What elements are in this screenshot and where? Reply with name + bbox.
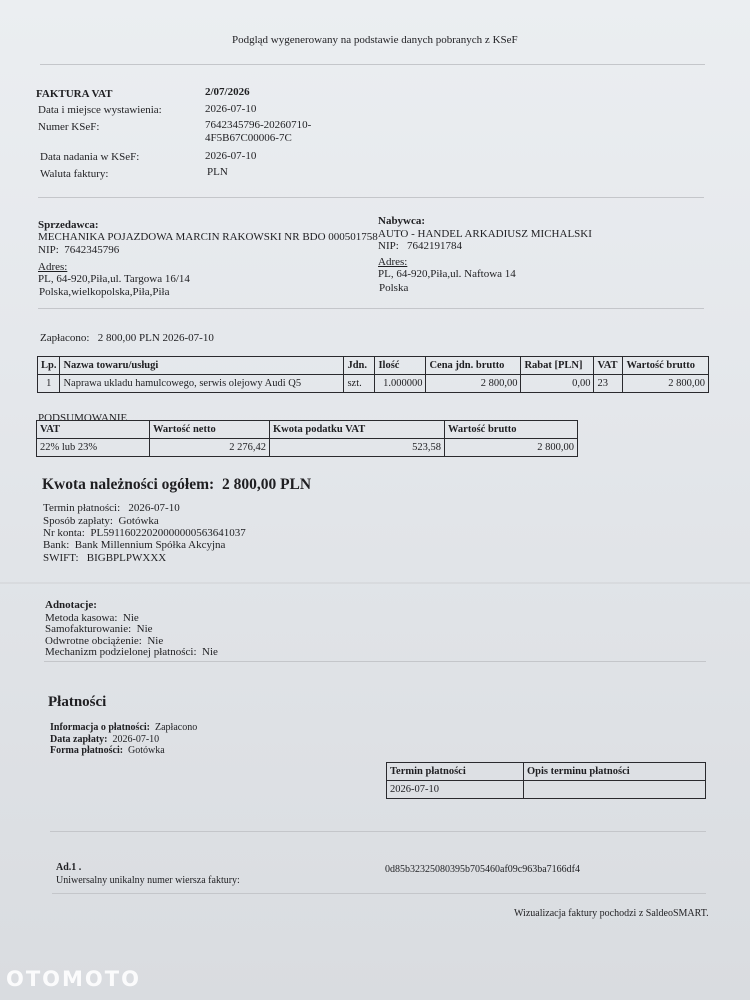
preview-note: Podgląd wygenerowany na podstawie danych pobranych z KSeF [232, 34, 518, 46]
annotations-heading: Adnotacje: [45, 599, 97, 611]
ksef-number-line1: 7642345796-20260710- [205, 119, 312, 131]
ksef-number-line2: 4F5B67C00006-7C [205, 132, 292, 144]
summary-table [36, 420, 578, 457]
buyer-name: AUTO - HANDEL ARKADIUSZ MICHALSKI [378, 228, 592, 240]
buyer-nip: NIP: 7642191784 [378, 240, 463, 252]
cell-term: 2026-07-10 [387, 781, 524, 799]
seller-address-line2: Polska,wielkopolska,Piła,Piła [39, 286, 170, 298]
cell-vat: 23 [594, 375, 623, 393]
col-qty: Ilość [375, 357, 426, 375]
invoice-number: 2/07/2026 [205, 86, 250, 98]
invoice-type: FAKTURA VAT [36, 88, 113, 100]
seller-heading: Sprzedawca: [38, 219, 99, 231]
annotation-cash: Metoda kasowa: Nie [45, 612, 139, 624]
col-term-desc: Opis terminu płatności [524, 763, 706, 781]
cell-term-desc [524, 781, 706, 799]
payment-method: Sposób zapłaty: Gotówka [43, 515, 159, 527]
table-row [37, 439, 578, 457]
swift-code: SWIFT: BIGBPLPWXXX [43, 552, 167, 564]
ksef-date-value: 2026-07-10 [205, 150, 257, 162]
row-uid-label: Uniwersalny unikalny numer wiersza faktury: [56, 875, 240, 886]
payment-term-header-row [387, 763, 706, 781]
issue-date-value: 2026-07-10 [205, 103, 257, 115]
row-uid-value: 0d85b32325080395b705460af09c963ba7166df4 [385, 864, 580, 875]
annotation-split-payment: Mechanizm podzielonej płatności: Nie [45, 646, 218, 658]
items-header-row [38, 357, 709, 375]
divider [38, 308, 704, 309]
col-unit-price: Cena jdn. brutto [426, 357, 521, 375]
col-discount: Rabat [PLN] [521, 357, 594, 375]
payment-info: Informacja o płatności: Zapłacono [50, 722, 198, 733]
summary-header-row [37, 421, 578, 439]
col-name: Nazwa towaru/usługi [60, 357, 344, 375]
cell-unit: szt. [344, 375, 375, 393]
payment-form: Forma płatności: Gotówka [50, 745, 165, 756]
table-row [387, 781, 706, 799]
currency-value: PLN [207, 166, 228, 178]
cell-vat-rate: 22% lub 23% [37, 439, 150, 457]
buyer-address-line1: PL, 64-920,Piła,ul. Naftowa 14 [378, 268, 516, 280]
seller-address-label: Adres: [38, 261, 68, 273]
col-term: Termin płatności [387, 763, 524, 781]
cell-qty: 1.000000 [375, 375, 426, 393]
seller-address-line1: PL, 64-920,Piła,ul. Targowa 16/14 [38, 273, 190, 285]
divider [40, 64, 705, 65]
currency-label: Waluta faktury: [40, 168, 109, 180]
annotation-reverse-charge: Odwrotne obciążenie: Nie [45, 635, 164, 647]
footer-note: Wizualizacja faktury pochodzi z SaldeoSMART. [514, 908, 709, 919]
cell-discount: 0,00 [521, 375, 594, 393]
seller-name: MECHANIKA POJAZDOWA MARCIN RAKOWSKI NR BDO 000501758 [38, 231, 378, 243]
cell-name: Naprawa ukladu hamulcowego, serwis olejowy Audi Q5 [60, 375, 344, 393]
buyer-address-line2: Polska [379, 282, 409, 294]
summary-heading: PODSUMOWANIE [38, 412, 128, 424]
buyer-address-label: Adres: [378, 256, 408, 268]
payment-term: Termin płatności: 2026-07-10 [43, 502, 180, 514]
cell-net: 2 276,42 [150, 439, 270, 457]
payments-heading: Płatności [48, 694, 107, 710]
payment-term-table [386, 762, 706, 799]
paid-line: Zapłacono: 2 800,00 PLN 2026-07-10 [40, 332, 214, 344]
cell-gross: 2 800,00 [623, 375, 709, 393]
cell-unit-price: 2 800,00 [426, 375, 521, 393]
payment-date: Data zapłaty: 2026-07-10 [50, 734, 160, 745]
col-unit: Jdn. [344, 357, 375, 375]
total-due: Kwota należności ogółem: 2 800,00 PLN [42, 476, 312, 493]
additional-heading: Ad.1 . [56, 862, 82, 873]
account-number: Nr konta: PL59116022020000000563641037 [43, 527, 246, 539]
buyer-heading: Nabywca: [378, 215, 426, 227]
divider [52, 893, 706, 894]
ksef-number-label: Numer KSeF: [38, 121, 100, 133]
col-gross-total: Wartość brutto [445, 421, 578, 439]
cell-vat-amount: 523,58 [270, 439, 445, 457]
seller-nip: NIP: 7642345796 [38, 244, 120, 256]
cell-lp: 1 [38, 375, 60, 393]
otomoto-watermark: OTOMOTO [6, 967, 141, 991]
col-vat: VAT [594, 357, 623, 375]
divider [50, 831, 706, 832]
ksef-date-label: Data nadania w KSeF: [40, 151, 140, 163]
col-gross: Wartość brutto [623, 357, 709, 375]
divider [38, 197, 704, 198]
col-vat-rate: VAT [37, 421, 150, 439]
annotation-self-billing: Samofakturowanie: Nie [45, 623, 153, 635]
col-vat-amount: Kwota podatku VAT [270, 421, 445, 439]
bank-name: Bank: Bank Millennium Spółka Akcyjna [43, 539, 226, 551]
items-table [37, 356, 709, 393]
cell-gross-total: 2 800,00 [445, 439, 578, 457]
issue-date-label: Data i miejsce wystawienia: [38, 104, 162, 116]
table-row [38, 375, 709, 393]
col-net: Wartość netto [150, 421, 270, 439]
divider [44, 661, 706, 662]
paper-fold [0, 582, 750, 584]
col-lp: Lp. [38, 357, 60, 375]
